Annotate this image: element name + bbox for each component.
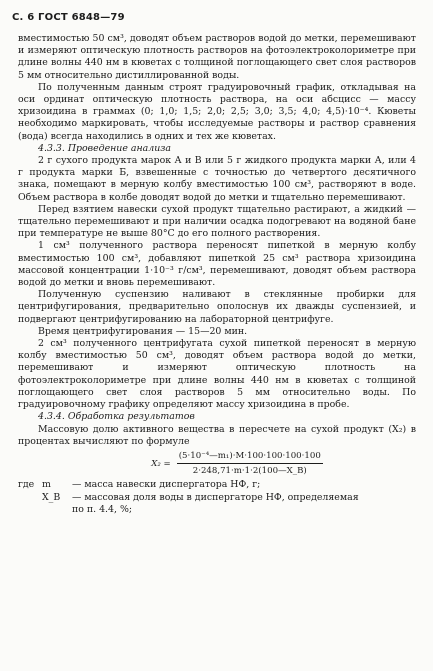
formula-fraction	[177, 450, 323, 477]
paragraph: 2 г сухого продукта марок А и В или 5 г жидкого продукта марки А, или 4 г продукта марки Б, взвешенные с точностью до четвертого десятичного знака, помещают в мерную колбу вместимостью 100 см³, растворяют в воде. Объем раствора в колбе доводят водой до метки и тщательно перемешивают.	[18, 155, 416, 203]
formula	[18, 450, 416, 477]
paragraph: По полученным данным строят градуировочный график, откладывая на оси ординат оптическую плотность раствора, на оси абсцисс — массу хризоидина в граммах (0; 1,0; 1,5; 2,0; 2,5; 3,0; 3,5; 4,0; 4,5)·10⁻⁴. Кюветы необходимо маркировать, чтобы исследуемые растворы и раствор сравнения (вода) всегда находились в одних и тех же кюветах.	[18, 81, 416, 142]
paragraph: вместимостью 50 см³, доводят объем растворов водой до метки, перемешивают и измеряют оптическую плотность растворов на фотоэлектроколориметре при длине волны 440 нм в кюветах с толщиной поглощающего свет слоя растворов 5 мм относительно дистиллированной воды.	[18, 33, 416, 81]
paragraph: Полученную суспензию наливают в стеклянные пробирки для центрифугирования, предварительно ополоснув их дважды суспензией, и подвергают центрифугированию на лабораторной центрифуге.	[18, 289, 416, 325]
paragraph: 1 см³ полученного раствора переносят пипеткой в мерную колбу вместимостью 100 см³, добавляют пипеткой 25 см³ раствора хризоидина массовой концентрации 1·10⁻³ г/см³, перемешивают, доводят объем раствора водой до метки и вновь перемешивают.	[18, 240, 416, 289]
page-header: С. 6 ГОСТ 6848—79	[12, 12, 125, 23]
paragraph: Перед взятием навески сухой продукт тщательно растирают, а жидкий — тщательно перемешивают и при наличии осадка подогревают на водяной бане при температуре не выше 80°С до его полного растворения.	[18, 203, 416, 240]
where-item	[38, 479, 416, 491]
section-heading: 4.3.3. Проведение анализа	[38, 142, 171, 154]
where-label: где	[18, 479, 35, 491]
formula-denominator: 2·248,71·m·1·2(100—X_B)	[192, 466, 307, 477]
paragraph: Время центрифугирования — 15—20 мин.	[38, 325, 248, 337]
paragraph: Массовую долю активного вещества в пересчете на сухой продукт (X₂) в процентах вычисляют по формуле	[18, 423, 416, 447]
where-items	[38, 479, 416, 516]
paragraph: 2 см³ полученного центрифугата сухой пипеткой переносят в мерную колбу вместимостью 50 см³, доводят объем раствора водой до метки, перемешивают и измеряют оптическую плотность на фотоэлектроколориметре при длине волны 440 нм в кюветах с толщиной поглощающего свет слоя растворов 5 мм относительно воды. По градуировочному графику определяют массу хризоидина в пробе.	[18, 338, 416, 411]
section-heading: 4.3.4. Обработка результатов	[38, 411, 195, 423]
where-block	[18, 479, 416, 516]
where-text: — массовая доля воды в диспергаторе НФ, определяемая	[72, 491, 359, 503]
where-symbol: m	[42, 479, 51, 491]
formula-numerator: (5·10⁻⁴—m₁)·M·100·100·100·100	[177, 450, 323, 464]
where-text: — масса навески диспергатора НФ, г;	[72, 479, 261, 491]
where-continuation: по п. 4.4, %;	[72, 503, 133, 515]
where-symbol: X_B	[42, 491, 61, 503]
formula-lhs: X₂ =	[151, 458, 171, 469]
document-body	[18, 33, 416, 516]
where-item	[38, 492, 416, 504]
